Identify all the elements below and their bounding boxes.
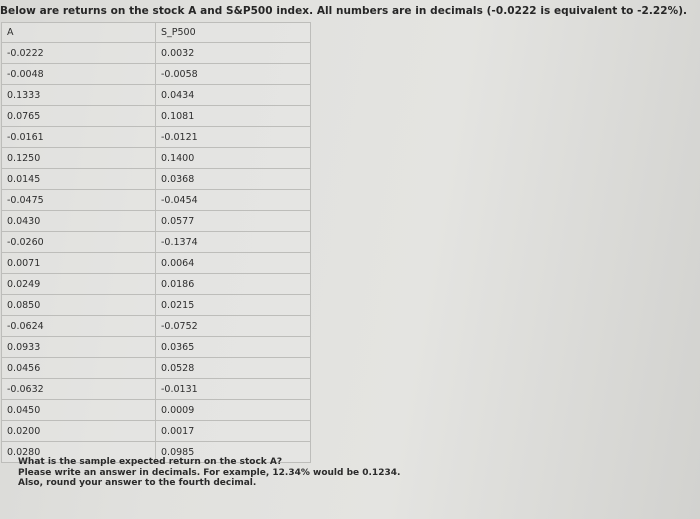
cell-a: -0.0222 bbox=[2, 43, 156, 64]
table-row bbox=[2, 253, 311, 274]
cell-sp500: 0.0368 bbox=[156, 169, 311, 190]
cell-sp500: -0.1374 bbox=[156, 232, 311, 253]
table-row bbox=[2, 337, 311, 358]
cell-a: 0.1333 bbox=[2, 85, 156, 106]
cell-sp500: 0.0064 bbox=[156, 253, 311, 274]
returns-table bbox=[1, 22, 311, 463]
cell-a: -0.0475 bbox=[2, 190, 156, 211]
column-header-a: A bbox=[2, 23, 156, 43]
table-row bbox=[2, 274, 311, 295]
table-row bbox=[2, 127, 311, 148]
cell-sp500: 0.0009 bbox=[156, 400, 311, 421]
cell-sp500: 0.1081 bbox=[156, 106, 311, 127]
cell-a: -0.0260 bbox=[2, 232, 156, 253]
table-row bbox=[2, 148, 311, 169]
table-row bbox=[2, 85, 311, 106]
table-row bbox=[2, 43, 311, 64]
cell-a: -0.0048 bbox=[2, 64, 156, 85]
cell-sp500: -0.0454 bbox=[156, 190, 311, 211]
question-line-3: Also, round your answer to the fourth decimal. bbox=[18, 478, 257, 488]
cell-sp500: 0.0434 bbox=[156, 85, 311, 106]
cell-sp500: 0.1400 bbox=[156, 148, 311, 169]
cell-a: -0.0624 bbox=[2, 316, 156, 337]
table-row bbox=[2, 190, 311, 211]
cell-sp500: -0.0131 bbox=[156, 379, 311, 400]
table-row bbox=[2, 64, 311, 85]
cell-a: 0.0456 bbox=[2, 358, 156, 379]
table-row bbox=[2, 232, 311, 253]
cell-a: 0.1250 bbox=[2, 148, 156, 169]
question-text bbox=[18, 457, 400, 489]
cell-a: 0.0145 bbox=[2, 169, 156, 190]
cell-sp500: 0.0985 bbox=[156, 442, 311, 463]
table-row bbox=[2, 379, 311, 400]
cell-sp500: 0.0017 bbox=[156, 421, 311, 442]
cell-a: 0.0071 bbox=[2, 253, 156, 274]
table-row bbox=[2, 316, 311, 337]
table-row bbox=[2, 421, 311, 442]
table-row bbox=[2, 169, 311, 190]
table-row bbox=[2, 400, 311, 421]
cell-sp500: 0.0215 bbox=[156, 295, 311, 316]
intro-text: Below are returns on the stock A and S&P500 index. All numbers are in decimals (-0.0222 is equivalent to -2.22%). bbox=[0, 5, 688, 17]
table-row bbox=[2, 211, 311, 232]
question-line-2: Please write an answer in decimals. For example, 12.34% would be 0.1234. bbox=[18, 467, 401, 478]
cell-a: -0.0632 bbox=[2, 379, 156, 400]
cell-a: 0.0430 bbox=[2, 211, 156, 232]
cell-a: 0.0933 bbox=[2, 337, 156, 358]
cell-a: -0.0161 bbox=[2, 127, 156, 148]
cell-a: 0.0765 bbox=[2, 106, 156, 127]
cell-sp500: 0.0186 bbox=[156, 274, 311, 295]
column-header-sp500: S_P500 bbox=[156, 23, 311, 43]
cell-sp500: -0.0058 bbox=[156, 64, 311, 85]
cell-sp500: -0.0752 bbox=[156, 316, 311, 337]
cell-sp500: 0.0365 bbox=[156, 337, 311, 358]
cell-sp500: 0.0577 bbox=[156, 211, 311, 232]
table-row bbox=[2, 106, 311, 127]
table-row bbox=[2, 358, 311, 379]
cell-a: 0.0280 bbox=[2, 442, 156, 463]
question-line-1: What is the sample expected return on the stock A? bbox=[18, 457, 283, 467]
cell-sp500: 0.0032 bbox=[156, 43, 311, 64]
cell-sp500: -0.0121 bbox=[156, 127, 311, 148]
cell-a: 0.0450 bbox=[2, 400, 156, 421]
cell-a: 0.0249 bbox=[2, 274, 156, 295]
table-row bbox=[2, 295, 311, 316]
cell-a: 0.0850 bbox=[2, 295, 156, 316]
table-header-row bbox=[2, 23, 311, 43]
cell-a: 0.0200 bbox=[2, 421, 156, 442]
cell-sp500: 0.0528 bbox=[156, 358, 311, 379]
